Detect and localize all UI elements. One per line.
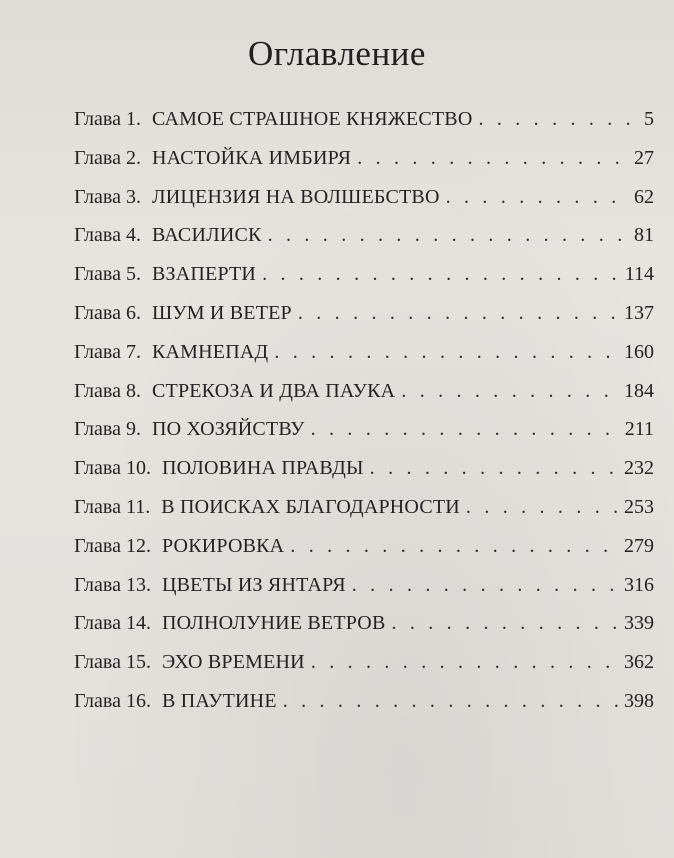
chapter-number: Глава 15. [74,651,151,674]
dot-leader [274,341,620,364]
page-number: 316 [624,573,654,596]
chapter-number: Глава 3. [74,185,141,208]
page-number: 62 [634,185,654,208]
page-number: 398 [624,689,654,712]
chapter-number: Глава 12. [74,534,151,557]
chapter-title: КАМНЕПАД [151,340,269,363]
chapter-title: САМОЕ СТРАШНОЕ КНЯЖЕСТВО [151,108,473,130]
dot-leader [391,612,620,635]
page-number: 362 [624,651,654,674]
chapter-title: В ПАУТИНЕ [161,689,277,712]
chapter-title: ВЗАПЕРТИ [151,263,257,286]
toc-entry [74,108,654,147]
dot-leader [311,651,620,674]
dot-leader [466,496,620,519]
chapter-title: ПО ХОЗЯЙСТВУ [151,418,305,441]
chapter-number: Глава 6. [74,301,141,324]
page-number: 160 [624,340,654,363]
toc-entry [74,224,654,263]
dot-leader [311,418,621,441]
page-number: 232 [624,457,654,480]
chapter-title: В ПОИСКАХ БЛАГОДАРНОСТИ [161,495,460,518]
dot-leader [283,690,620,713]
chapter-number: Глава 10. [74,457,151,480]
dot-leader [478,108,640,131]
chapter-title: ЭХО ВРЕМЕНИ [161,651,305,674]
chapter-number: Глава 2. [74,146,141,169]
chapter-number: Глава 1. [74,108,141,130]
chapter-title: ШУМ И ВЕТЕР [151,301,292,324]
page-number: 5 [644,108,654,130]
toc-entry [74,302,654,341]
table-of-contents [74,108,654,729]
toc-entry [74,535,654,574]
page-number: 137 [624,301,654,324]
page-number: 81 [634,224,654,247]
dot-leader [401,380,620,403]
toc-entry [74,457,654,496]
chapter-number: Глава 16. [74,689,151,712]
page-number: 114 [624,263,654,286]
toc-entry [74,186,654,225]
chapter-title: НАСТОЙКА ИМБИРЯ [151,146,352,169]
dot-leader [290,535,620,558]
dot-leader [446,186,630,209]
page-number: 279 [624,534,654,557]
toc-entry [74,341,654,380]
page-number: 211 [624,418,654,441]
dot-leader [262,263,621,286]
chapter-number: Глава 7. [74,340,141,363]
chapter-title: СТРЕКОЗА И ДВА ПАУКА [151,379,396,402]
chapter-number: Глава 9. [74,418,141,441]
toc-entry [74,690,654,729]
toc-entry [74,418,654,457]
toc-entry [74,380,654,419]
page-number: 184 [624,379,654,402]
page-number: 339 [624,612,654,635]
dot-leader [298,302,620,325]
dot-leader [352,574,620,597]
toc-entry [74,574,654,613]
toc-entry [74,263,654,302]
toc-entry [74,612,654,651]
chapter-title: ЦВЕТЫ ИЗ ЯНТАРЯ [161,573,346,596]
dot-leader [370,457,620,480]
dot-leader [357,147,630,170]
page-number: 253 [624,495,654,518]
chapter-title: ВАСИЛИСК [151,224,262,247]
page-number: 27 [634,146,654,169]
page-title: Оглавление [248,34,426,73]
toc-entry [74,147,654,186]
toc-entry [74,496,654,535]
toc-entry [74,651,654,690]
chapter-number: Глава 11. [74,495,151,518]
chapter-number: Глава 4. [74,224,141,247]
chapter-title: ПОЛОВИНА ПРАВДЫ [161,457,364,480]
chapter-title: ЛИЦЕНЗИЯ НА ВОЛШЕБСТВО [151,185,440,208]
dot-leader [268,224,630,247]
chapter-title: ПОЛНОЛУНИЕ ВЕТРОВ [161,612,386,635]
chapter-number: Глава 5. [74,263,141,286]
chapter-number: Глава 14. [74,612,151,635]
chapter-number: Глава 13. [74,573,151,596]
chapter-title: РОКИРОВКА [161,534,285,557]
chapter-number: Глава 8. [74,379,141,402]
